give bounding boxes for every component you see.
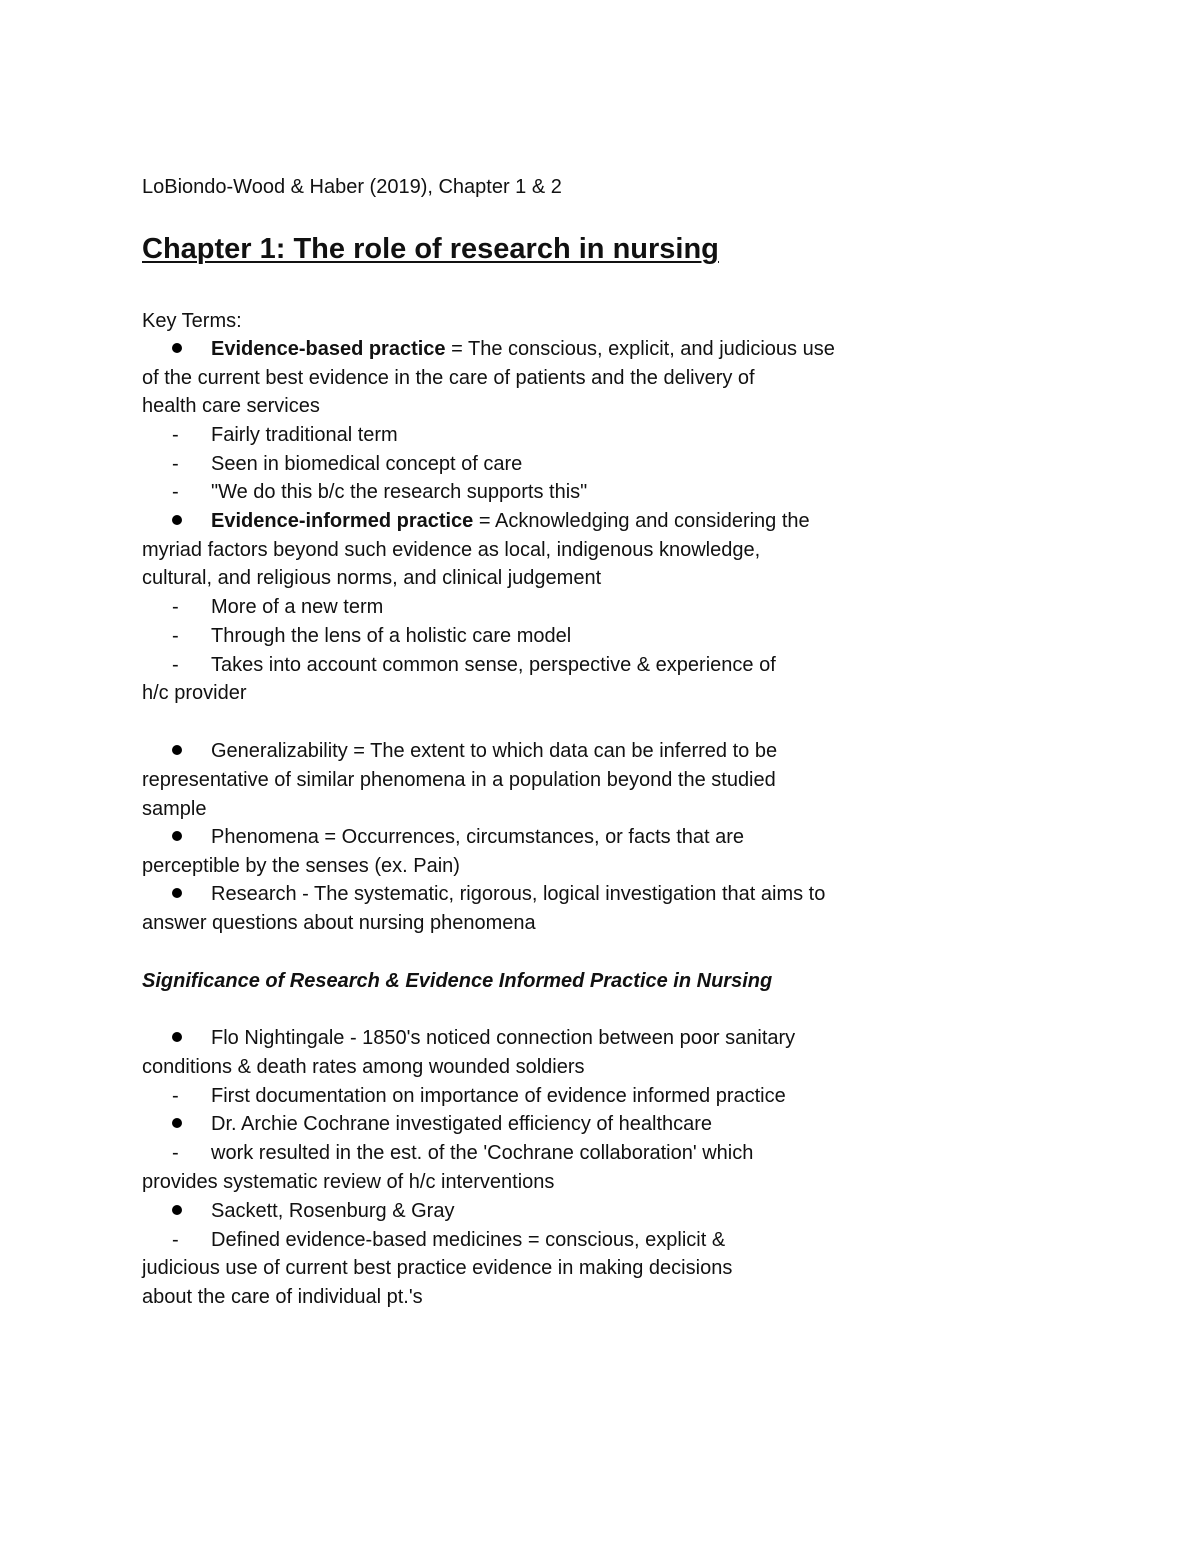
dash-marker: - (172, 453, 179, 475)
history-sackett: Sackett, Rosenburg & Gray (211, 1200, 455, 1222)
term-eip-note-cont: h/c provider (142, 682, 247, 704)
bullet-icon (172, 1032, 182, 1042)
dash-marker: - (172, 1085, 179, 1107)
term-eip-def-cont: cultural, and religious norms, and clinical judgement (142, 567, 602, 589)
term-ebp-def-cont: of the current best evidence in the care of patients and the delivery of (142, 367, 755, 389)
term-eip-line (211, 507, 810, 535)
history-sackett-note-cont: judicious use of current best practice evidence in making decisions (142, 1257, 733, 1279)
bullet-icon (172, 343, 182, 353)
history-sackett-note: Defined evidence-based medicines = conscious, explicit & (211, 1229, 726, 1251)
term-generalizability-cont: representative of similar phenomena in a population beyond the studied (142, 769, 776, 791)
term-eip-name: Evidence-informed practice (211, 510, 474, 532)
term-research: Research - The systematic, rigorous, logical investigation that aims to (211, 883, 826, 905)
term-generalizability: Generalizability = The extent to which data can be inferred to be (211, 740, 778, 762)
dash-marker: - (172, 481, 179, 503)
term-ebp-name: Evidence-based practice (211, 338, 446, 360)
dash-marker: - (172, 1142, 179, 1164)
bullet-icon (172, 1205, 182, 1215)
history-nightingale: Flo Nightingale - 1850's noticed connection between poor sanitary (211, 1027, 796, 1049)
term-ebp-line (211, 335, 835, 363)
dash-marker: - (172, 424, 179, 446)
term-phenomena-cont: perceptible by the senses (ex. Pain) (142, 855, 460, 877)
term-ebp-note: Seen in biomedical concept of care (211, 453, 523, 475)
section-heading: Significance of Research & Evidence Informed Practice in Nursing (142, 970, 773, 992)
bullet-icon (172, 1118, 182, 1128)
history-cochrane-note-cont: provides systematic review of h/c interventions (142, 1171, 555, 1193)
history-nightingale-note: First documentation on importance of evidence informed practice (211, 1085, 786, 1107)
history-sackett-note-cont: about the care of individual pt.'s (142, 1286, 423, 1308)
dash-marker: - (172, 1229, 179, 1251)
history-cochrane-note: work resulted in the est. of the 'Cochrane collaboration' which (211, 1142, 754, 1164)
key-terms-label: Key Terms: (142, 310, 242, 332)
chapter-title: Chapter 1: The role of research in nursing (142, 233, 719, 265)
term-generalizability-cont: sample (142, 798, 207, 820)
term-ebp-def-cont: health care services (142, 395, 320, 417)
dash-marker: - (172, 596, 179, 618)
history-nightingale-cont: conditions & death rates among wounded soldiers (142, 1056, 585, 1078)
term-eip-note: Through the lens of a holistic care model (211, 625, 572, 647)
term-ebp-note: Fairly traditional term (211, 424, 398, 446)
history-cochrane: Dr. Archie Cochrane investigated efficiency of healthcare (211, 1113, 713, 1135)
bullet-icon (172, 745, 182, 755)
term-eip-def: = Acknowledging and considering the (473, 510, 810, 532)
term-eip-note: Takes into account common sense, perspective & experience of (211, 654, 776, 676)
term-ebp-note: "We do this b/c the research supports this" (211, 481, 588, 503)
bullet-icon (172, 888, 182, 898)
dash-marker: - (172, 654, 179, 676)
term-ebp-def: = The conscious, explicit, and judicious use (445, 338, 835, 360)
term-research-cont: answer questions about nursing phenomena (142, 912, 536, 934)
bullet-icon (172, 831, 182, 841)
bullet-icon (172, 515, 182, 525)
term-eip-def-cont: myriad factors beyond such evidence as local, indigenous knowledge, (142, 539, 761, 561)
term-phenomena: Phenomena = Occurrences, circumstances, or facts that are (211, 826, 745, 848)
document-header: LoBiondo-Wood & Haber (2019), Chapter 1 & 2 (142, 176, 562, 198)
term-eip-note: More of a new term (211, 596, 384, 618)
dash-marker: - (172, 625, 179, 647)
